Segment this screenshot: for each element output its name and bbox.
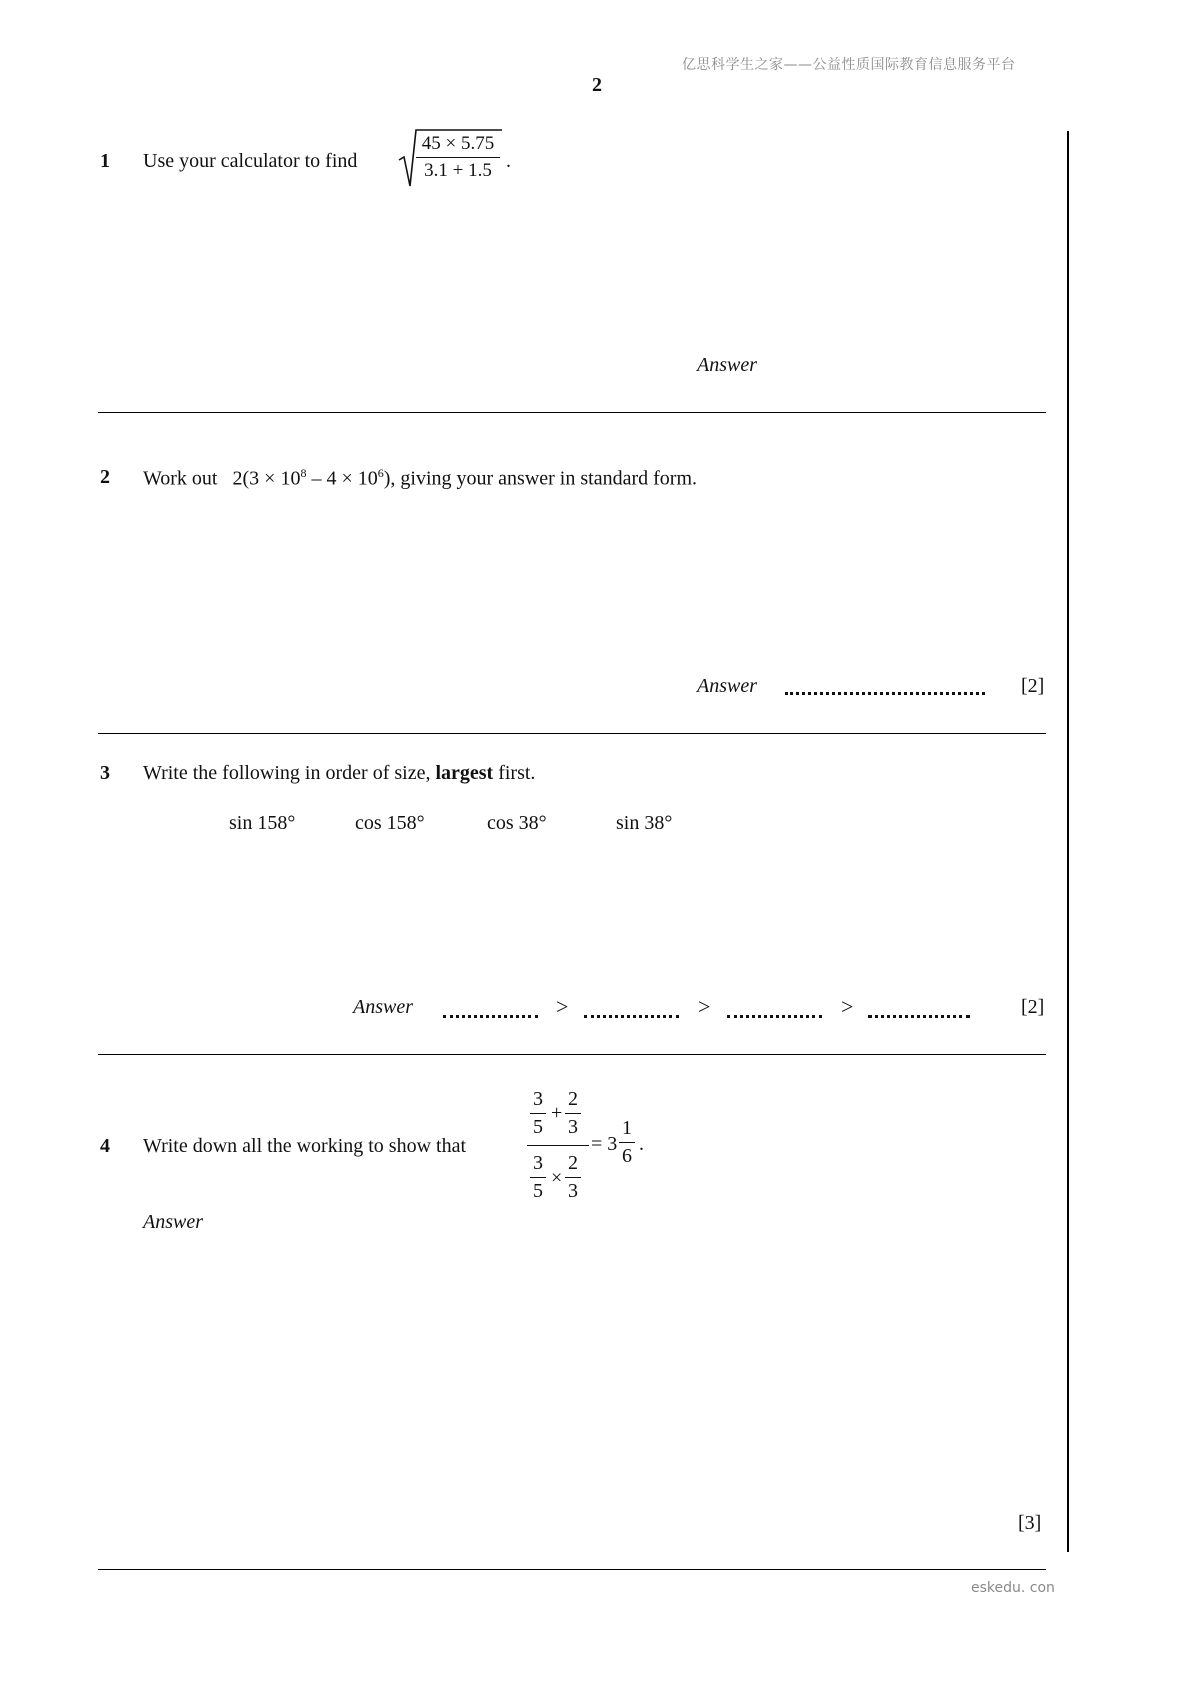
q4-marks: [3]: [1018, 1512, 1042, 1534]
question-1-text: Use your calculator to find: [143, 150, 358, 172]
q3-text-bold: largest: [435, 762, 494, 784]
q3-term: cos 158°: [355, 812, 425, 834]
watermark-footer: eskedu. con: [971, 1580, 1055, 1596]
q2-answer-line[interactable]: [785, 692, 985, 695]
question-2-number: 2: [100, 466, 110, 488]
q3-answer-line-4[interactable]: [868, 1015, 970, 1018]
q2-marks: [2]: [1021, 675, 1045, 697]
question-1-number: 1: [100, 150, 110, 172]
question-3-text: [143, 762, 535, 785]
q4-bottom-fraction-b: [565, 1150, 581, 1205]
q3-greater-than: >: [841, 994, 854, 1019]
q4-answer-label: Answer: [143, 1211, 203, 1233]
q3-answer-line-2[interactable]: [584, 1015, 679, 1018]
numerator: 2: [568, 1088, 578, 1110]
q4-equals: = 3: [591, 1133, 618, 1155]
q3-term: sin 38°: [616, 812, 673, 834]
question-4-number: 4: [100, 1135, 110, 1157]
denominator: 3: [568, 1116, 578, 1138]
q1-denominator: 3.1 + 1.5: [424, 159, 492, 181]
q4-top-fraction-a: [530, 1086, 546, 1141]
question-3-number: 3: [100, 762, 110, 784]
numerator: 3: [533, 1088, 543, 1110]
numerator: 3: [533, 1152, 543, 1174]
q1-fraction: [416, 131, 500, 183]
numerator: 1: [622, 1117, 632, 1139]
question-2-text: [143, 466, 697, 491]
q4-period: .: [639, 1133, 644, 1155]
q1-answer-label: Answer: [697, 354, 757, 376]
q4-times: ×: [551, 1167, 563, 1189]
denominator: 3: [568, 1180, 578, 1202]
q3-term: sin 158°: [229, 812, 296, 834]
watermark-header: 亿思科学生之家——公益性质国际教育信息服务平台: [682, 57, 1016, 73]
numerator: 2: [568, 1152, 578, 1174]
q3-answer-line-3[interactable]: [727, 1015, 822, 1018]
q2-answer-label: Answer: [697, 675, 757, 697]
denominator: 5: [533, 1116, 543, 1138]
margin-line: [1067, 131, 1069, 1552]
q1-numerator: 45 × 5.75: [421, 133, 495, 154]
q3-marks: [2]: [1021, 996, 1045, 1018]
q3-text-before: Write the following in order of size,: [143, 762, 436, 784]
q2-exponent-a: 8: [300, 466, 307, 480]
q2-prefix: Work out: [143, 467, 218, 490]
q3-text-after: first.: [493, 762, 536, 784]
q2-expr-b: – 4 × 10: [306, 467, 378, 490]
denominator: 6: [622, 1145, 632, 1167]
denominator: 5: [533, 1180, 543, 1202]
q1-period: .: [506, 150, 511, 172]
q3-term: cos 38°: [487, 812, 547, 834]
page-number: 2: [592, 74, 602, 96]
q3-greater-than: >: [556, 994, 569, 1019]
q4-compound-fraction: [527, 1082, 589, 1208]
question-4-text: Write down all the working to show that: [143, 1135, 467, 1157]
q3-answer-label: Answer: [353, 996, 413, 1018]
q4-top-fraction-b: [565, 1086, 581, 1141]
q4-plus: +: [551, 1102, 563, 1124]
q4-bottom-fraction-a: [530, 1150, 546, 1205]
q2-expr-a: 2(3 × 10: [232, 467, 301, 490]
question-divider: [98, 1054, 1046, 1055]
q3-greater-than: >: [698, 994, 711, 1019]
q2-exponent-b: 6: [377, 466, 384, 480]
question-divider: [98, 733, 1046, 734]
question-divider: [98, 1569, 1046, 1570]
q4-main-fraction-bar: [527, 1145, 589, 1146]
q2-expr-c: ), giving your answer in standard form.: [383, 467, 697, 490]
question-divider: [98, 412, 1046, 413]
q4-result-fraction: [619, 1115, 635, 1170]
q3-answer-line-1[interactable]: [443, 1015, 538, 1018]
